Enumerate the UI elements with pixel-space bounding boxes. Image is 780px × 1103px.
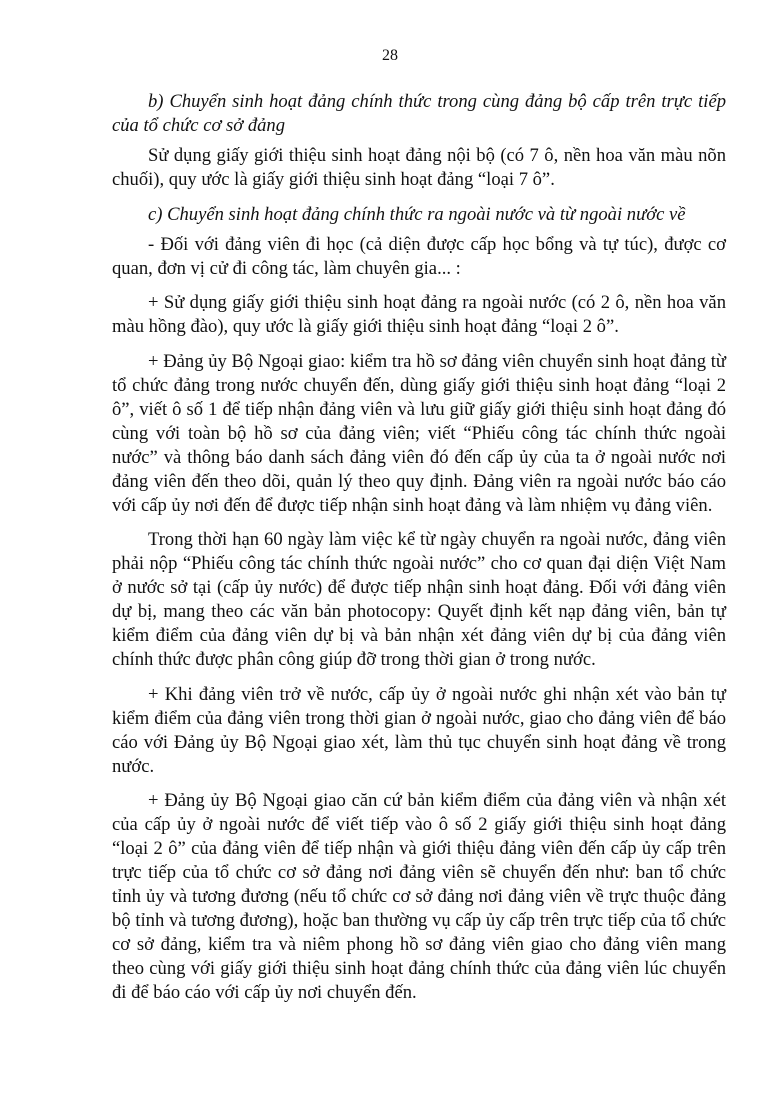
document-body — [112, 90, 726, 1016]
paragraph: + Khi đảng viên trở về nước, cấp ủy ở ngoài nước ghi nhận xét vào bản tự kiểm điểm của đảng viên trong thời gian ở ngoài nước, giao cho đảng viên để báo cáo với Đảng ủy Bộ Ngoại giao xét, làm thủ tục chuyển sinh hoạt đảng về trong nước. — [112, 683, 726, 777]
paragraph: - Đối với đảng viên đi học (cả diện được cấp học bổng và tự túc), được cơ quan, đơn vị cử đi công tác, làm chuyên gia... : — [112, 233, 726, 279]
section-heading-b: b) Chuyển sinh hoạt đảng chính thức trong cùng đảng bộ cấp trên trực tiếp của tổ chức cơ sở đảng — [112, 91, 726, 136]
paragraph: Sử dụng giấy giới thiệu sinh hoạt đảng nội bộ (có 7 ô, nền hoa văn màu nõn chuối), quy ước là giấy giới thiệu sinh hoạt đảng “loại 7 ô”. — [112, 145, 726, 190]
paragraph: + Đảng ủy Bộ Ngoại giao: kiểm tra hồ sơ đảng viên chuyển sinh hoạt đảng từ tổ chức đảng trong nước chuyển đến, dùng giấy giới thiệu sinh hoạt đảng “loại 2 ô”, viết ô số 1 để tiếp nhận đảng viên và lưu giữ giấy giới thiệu sinh hoạt đảng đó cùng với toàn bộ hồ sơ của đảng viên; viết “Phiếu công tác chính thức ngoài nước” và thông báo danh sách đảng viên đó đến cấp ủy của ta ở ngoài nước nơi đảng viên đến theo dõi, quản lý theo quy định. Đảng viên ra ngoài nước báo cáo với cấp ủy nơi đến để được tiếp nhận sinh hoạt đảng và làm nhiệm vụ đảng viên. — [112, 350, 726, 516]
paragraph: Trong thời hạn 60 ngày làm việc kể từ ngày chuyển ra ngoài nước, đảng viên phải nộp “Phiếu công tác chính thức ngoài nước” cho cơ quan đại diện Việt Nam ở nước sở tại (cấp ủy nước) để được tiếp nhận sinh hoạt đảng. Đối với đảng viên dự bị, mang theo các văn bản photocopy: Quyết định kết nạp đảng viên, bản tự kiểm điểm của đảng viên dự bị và bản nhận xét đảng viên dự bị của đảng viên chính thức được phân công giúp đỡ trong thời gian ở trong nước. — [112, 529, 726, 670]
page-number: 28 — [382, 47, 398, 64]
section-heading-c: c) Chuyển sinh hoạt đảng chính thức ra ngoài nước và từ ngoài nước về — [148, 203, 686, 225]
paragraph: + Sử dụng giấy giới thiệu sinh hoạt đảng ra ngoài nước (có 2 ô, nền hoa văn màu hồng đào), quy ước là giấy giới thiệu sinh hoạt đảng “loại 2 ô”. — [112, 292, 726, 337]
paragraph: + Đảng ủy Bộ Ngoại giao căn cứ bản kiểm điểm của đảng viên và nhận xét của cấp ủy ở ngoài nước để viết tiếp vào ô số 2 giấy giới thiệu sinh hoạt đảng “loại 2 ô” của đảng viên để tiếp nhận và giới thiệu đảng viên đến cấp ủy cấp trên trực tiếp của tổ chức cơ sở đảng nơi đảng viên sẽ chuyển đến như: ban tổ chức tỉnh ủy và tương đương (nếu tổ chức cơ sở đảng nơi đảng viên về trực thuộc đảng bộ tỉnh và tương đương), hoặc ban thường vụ cấp ủy cấp trên trực tiếp của tổ chức cơ sở đảng, kiểm tra và niêm phong hồ sơ đảng viên giao cho đảng viên mang theo cùng với giấy giới thiệu sinh hoạt đảng chính thức của đảng viên lúc chuyển đi để báo cáo với cấp ủy nơi chuyển đến. — [112, 790, 726, 1003]
